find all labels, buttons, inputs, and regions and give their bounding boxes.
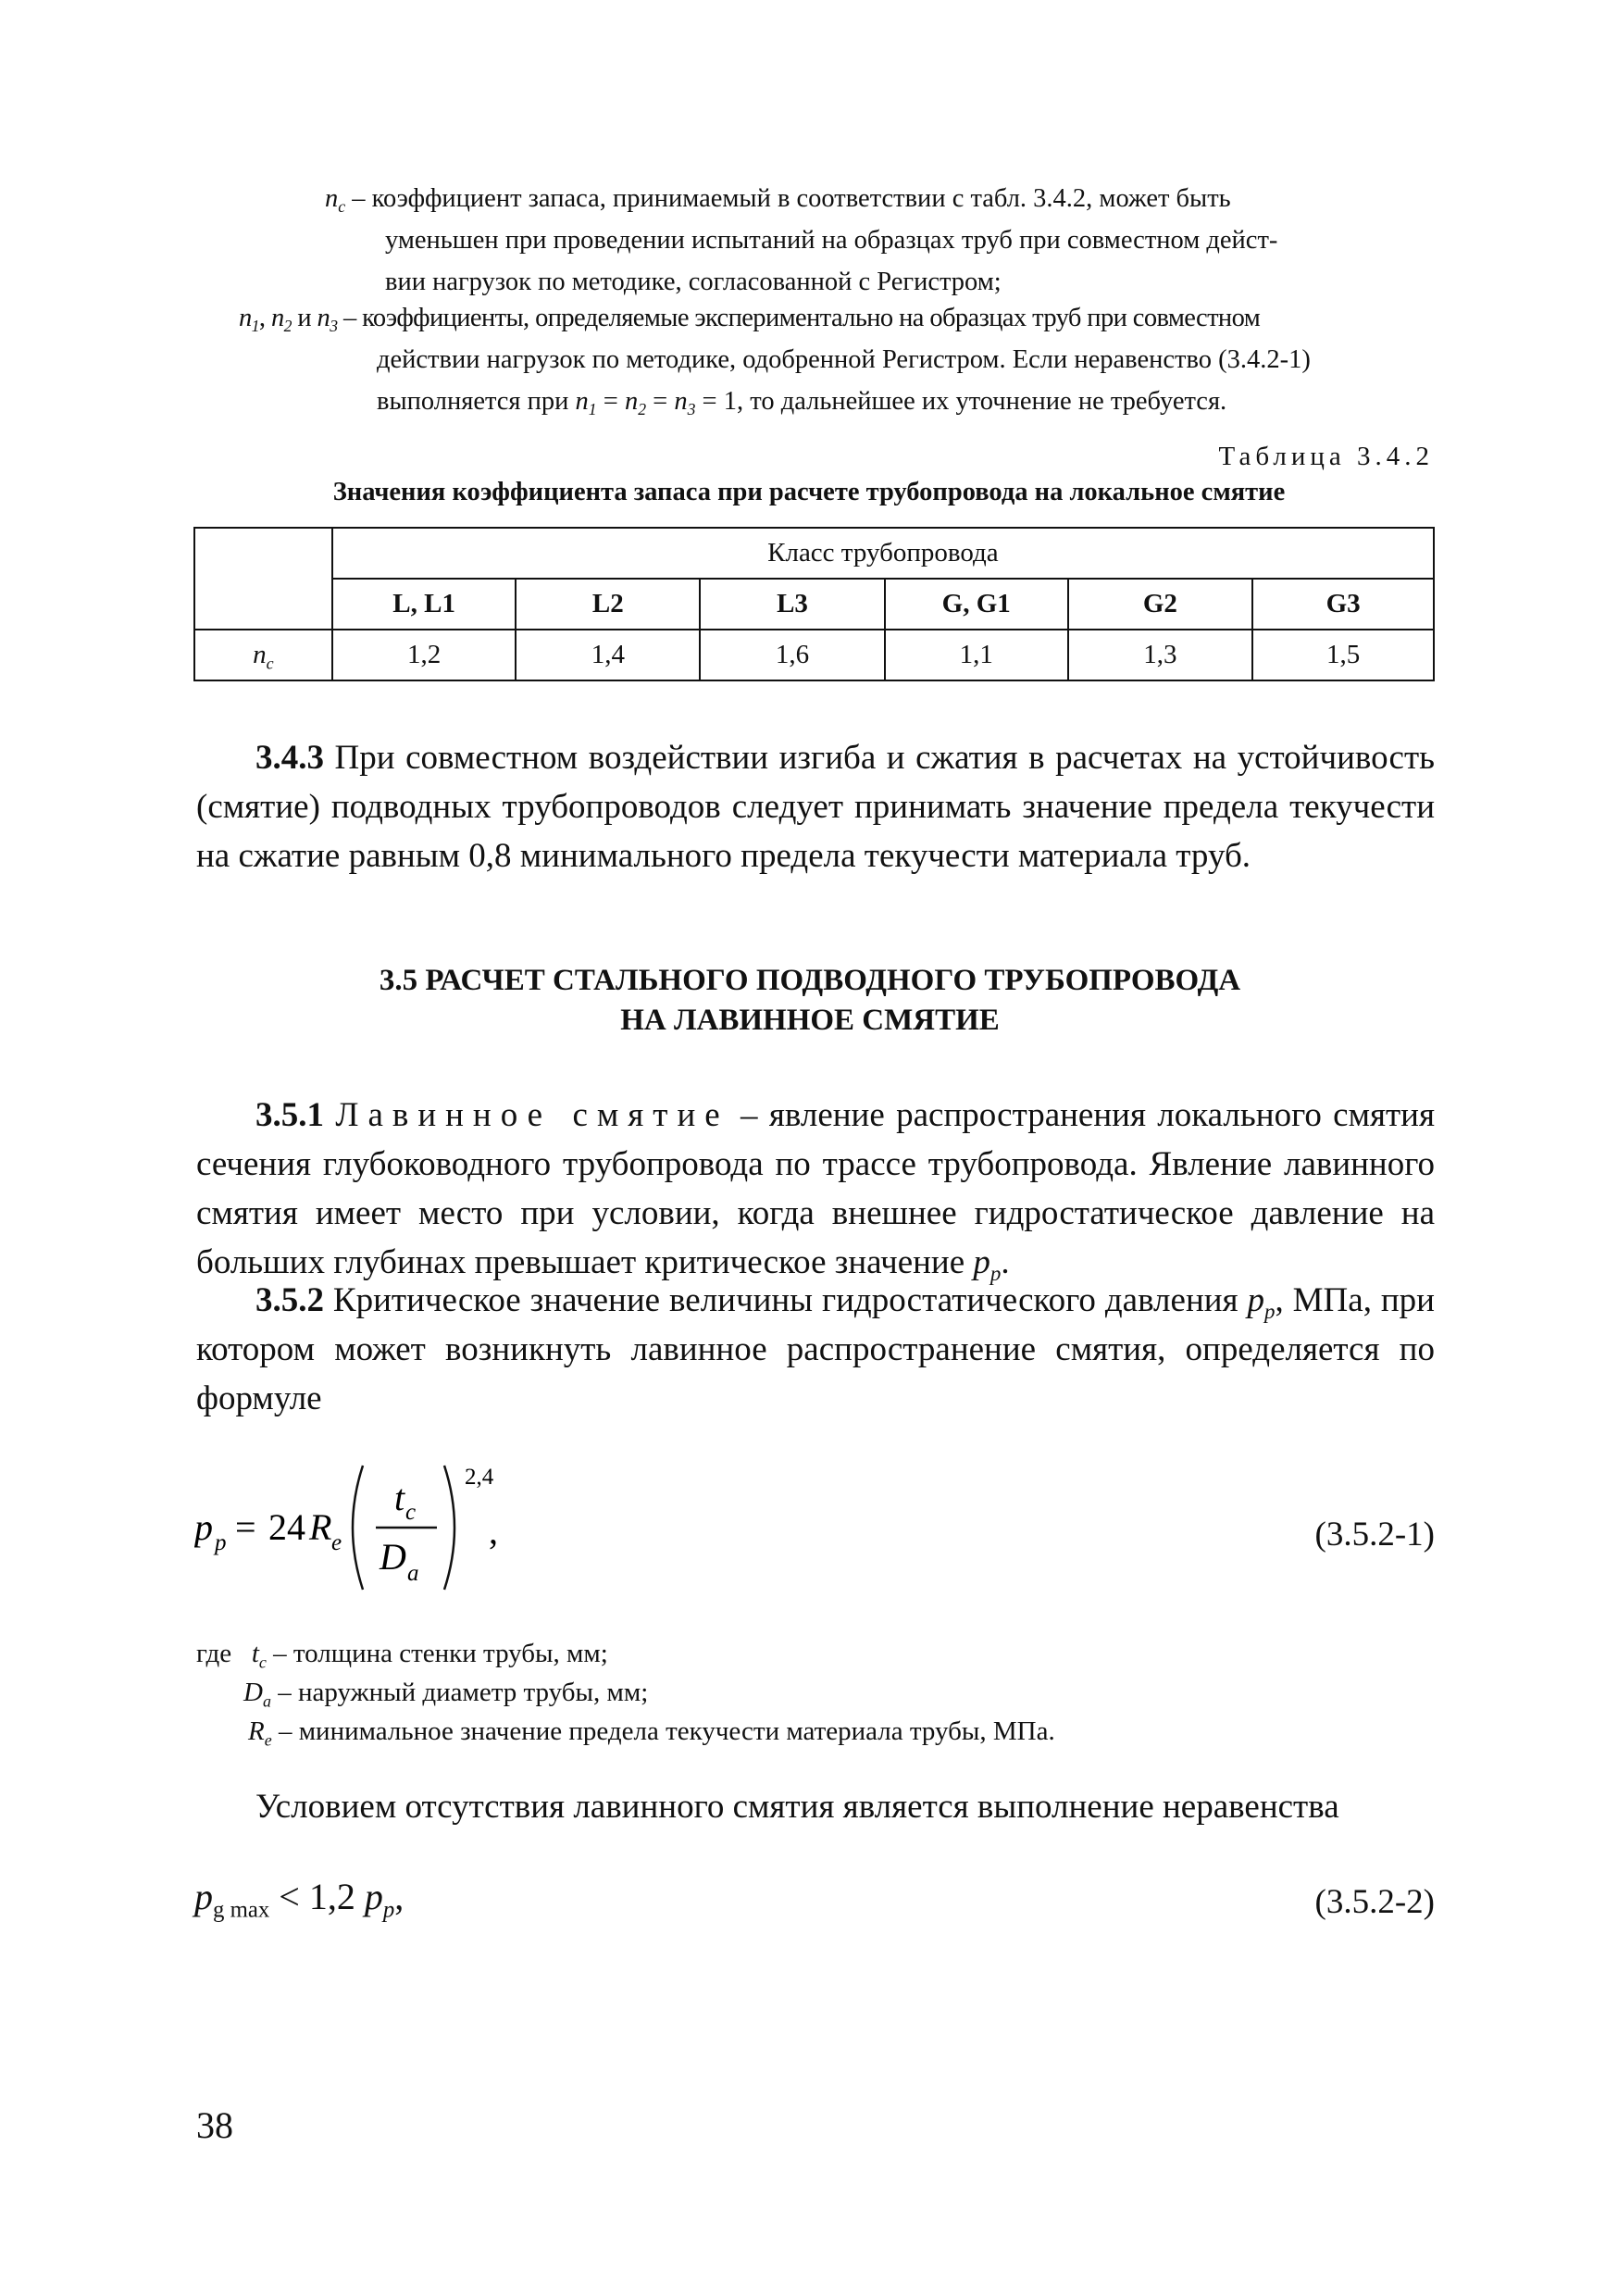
nc-definition-line3: вии нагрузок по методике, согласованной с Регистром; xyxy=(385,268,1002,296)
table-group-header: Класс трубопровода xyxy=(332,528,1434,579)
nc-symbol: $n_c$ xyxy=(325,184,346,217)
table-cell: 1,4 xyxy=(516,630,700,680)
table-row-label: $n_c$ xyxy=(194,630,332,680)
svg-text:a: a xyxy=(407,1561,419,1586)
nc-definition-line1: – коэффициент запаса, принимаемый в соответствии с табл. 3.4.2, может быть xyxy=(345,184,1231,213)
table-cell: 1,1 xyxy=(885,630,1068,680)
where-block: где $t_c$ – толщина стенки трубы, мм; xyxy=(196,1639,608,1672)
clause-number: 3.5.1 xyxy=(255,1096,324,1134)
where-re: $R_e$ – минимальное значение предела текучести материала трубы, МПа. xyxy=(248,1716,1055,1750)
nc-definition xyxy=(325,178,1436,219)
n123-definition-line3a: выполняется при xyxy=(377,387,576,416)
condition-sentence: Условием отсутствия лавинного смятия является выполнение неравенства xyxy=(255,1788,1339,1826)
section-heading-line2: НА ЛАВИННОЕ СМЯТИЕ xyxy=(620,1004,1000,1037)
n123-definition-line3b: = 1, то дальнейшее их уточнение не требуется. xyxy=(695,387,1227,416)
page-number: 38 xyxy=(196,2104,233,2146)
table-col-header: L, L1 xyxy=(332,579,517,630)
svg-text:e: e xyxy=(331,1530,342,1555)
formula-3-5-2-2: $p_{g max} < 1,2$ $p_p$, xyxy=(194,1876,404,1923)
table-label: Таблица 3.4.2 xyxy=(1218,442,1434,471)
table-cell: 1,2 xyxy=(332,630,517,680)
coefficient-table xyxy=(193,527,1435,681)
svg-text:c: c xyxy=(405,1500,417,1525)
section-heading-line1: 3.5 РАСЧЕТ СТАЛЬНОГО ПОДВОДНОГО ТРУБОПРОВОДА xyxy=(379,964,1241,997)
table-cell: 1,5 xyxy=(1252,630,1434,680)
paragraph-3-4-3 xyxy=(196,733,1435,880)
equation-number-2: (3.5.2-2) xyxy=(1314,1883,1435,1921)
nc-definition-line2-block xyxy=(385,219,1435,261)
clause-number: 3.4.3 xyxy=(255,739,324,777)
paragraph-text-cont: , МПа, при котором может возникнуть лавинное распространение смятия, определяется по формуле xyxy=(196,1281,1435,1417)
table-col-header: G3 xyxy=(1252,579,1434,630)
svg-text:p: p xyxy=(194,1506,213,1548)
n123-definition-line3-block: выполняется при $n_1 = n_2 = n_3 = 1$, то дальнейшее их уточнение не требуется. xyxy=(377,387,1227,419)
formula-coef: 24 xyxy=(268,1506,305,1548)
table-col-header: G2 xyxy=(1068,579,1253,630)
paragraph-3-5-1: 3.5.1 Лавинное смятие – явление распространения локального смятия сечения глубоководного трубопровода по трассе трубопровода. Явление лавинного смятия имеет место при условии, когда внешнее гидростатическое давление на больших глубинах превышает критическое значение $p_p$. xyxy=(196,1096,1436,1286)
table-corner-cell xyxy=(194,528,332,630)
svg-text:t: t xyxy=(394,1477,405,1518)
where-word: где xyxy=(196,1639,232,1668)
n123-definition-line1: – коэффициенты, определяемые экспериментально на образцах труб при совместном xyxy=(337,304,1261,332)
formula-graphic xyxy=(194,1458,528,1597)
formula-exponent: 2,4 xyxy=(465,1465,494,1490)
paragraph-text: – явление распространения локального смятия сечения глубоководного трубопровода по трассе трубопровода. Явление лавинного смятия имеет место при условии, когда внешнее гидростатическое давление на больших глубинах превышает критическое значение xyxy=(196,1096,1436,1281)
paragraph-text: При совместном воздействии изгиба и сжатия в расчетах на устойчивость (смятие) подводных трубопроводов следует принимать значение предела текучести на сжатие равным 0,8 минимального предела текучести материала труб. xyxy=(196,739,1435,875)
n123-definition: $n_1$, $n_2$ и $n_3$ – коэффициенты, определяемые экспериментально на образцах труб при совместном xyxy=(239,304,1261,336)
svg-text:D: D xyxy=(380,1536,406,1578)
equation-number-1: (3.5.2-1) xyxy=(1314,1516,1435,1554)
where-da: $D_a$ – наружный диаметр трубы, мм; xyxy=(243,1678,649,1711)
table-col-header: G, G1 xyxy=(885,579,1068,630)
svg-text:=: = xyxy=(235,1506,256,1548)
table-title: Значения коэффициента запаса при расчете трубопровода на локальное смятие xyxy=(332,478,1286,506)
table-cell: 1,6 xyxy=(700,630,885,680)
paragraph-text: Критическое значение величины гидростатического давления xyxy=(324,1281,1248,1319)
svg-text:R: R xyxy=(309,1506,332,1548)
table-col-header: L3 xyxy=(700,579,885,630)
svg-text:,: , xyxy=(489,1510,498,1552)
formula-3-5-2-1 xyxy=(194,1458,528,1597)
n123-definition-line2: действии нагрузок по методике, одобренной Регистром. Если неравенство (3.4.2-1) xyxy=(377,345,1311,374)
n123-definition-line2-block xyxy=(377,339,1435,381)
nc-definition-line2: уменьшен при проведении испытаний на образцах труб при совместном дейст- xyxy=(385,226,1278,255)
term: Лавинное смятие xyxy=(335,1096,729,1134)
svg-text:p: p xyxy=(215,1530,227,1555)
paragraph-3-5-2: 3.5.2 Критическое значение величины гидростатического давления $p_p$, МПа, при котором может возникнуть лавинное распространение смятия, определяется по формуле xyxy=(196,1281,1435,1417)
clause-number: 3.5.2 xyxy=(255,1281,324,1319)
section-heading xyxy=(185,961,1435,1041)
table-cell: 1,3 xyxy=(1068,630,1253,680)
where-tc: – толщина стенки трубы, мм; xyxy=(266,1639,608,1668)
table-col-header: L2 xyxy=(516,579,700,630)
